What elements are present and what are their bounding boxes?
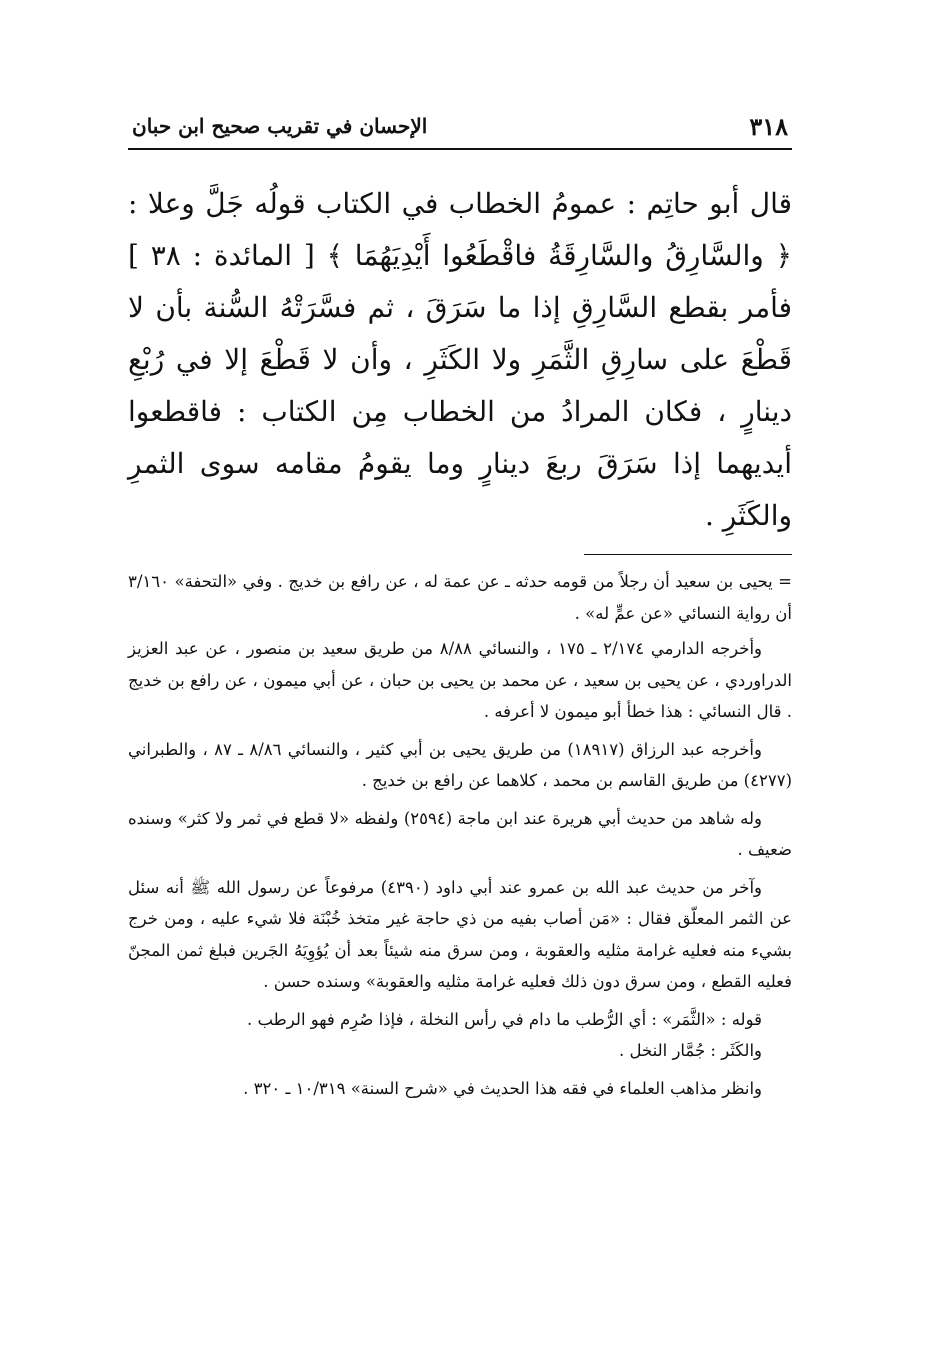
- footnote-paragraph: قوله : «الثَّمَر» : أي الرُّطب ما دام في رأس النخلة ، فإذا صُرِم فهو الرطب .: [246, 1009, 762, 1029]
- footnote-paragraph: والكَثَر : جُمَّار النخل .: [618, 1041, 762, 1060]
- footnote-paragraph: وأخرجه الدارمي ٢/١٧٤ ـ ١٧٥ ، والنسائي ٨/٨٨ من طريق سعيد بن منصور ، عن عبد العزيز الدراوردي ، عن يحيى بن سعيد ، عن محمد بن يحيى بن حبان ، عن أبي ميمون ، عن رافع بن خديج . قال النسائي : هذا خطأ أبو ميمون لا أعرفه .: [128, 639, 792, 721]
- page-number: ٣١٨: [749, 112, 788, 141]
- footnotes-block: [128, 566, 792, 1110]
- page-header: [128, 112, 792, 150]
- footnote-paragraph: وآخر من حديث عبد الله بن عمرو عند أبي داود (٤٣٩٠) مرفوعاً عن رسول الله ﷺ أنه سئل عن الثمر المعلّق فقال : «مَن أصاب بفيه من ذي حاجة غير متخذ خُبْنَة فلا شيء عليه ، ومن خرج بشيء منه فعليه غرامة مثليه والعقوبة ، ومن سرق منه شيئاً بعد أن يُؤوِيَهُ الجَرين فبلغ ثمن المجنّ فعليه القطع ، ومن سرق دون ذلك فعليه غرامة مثليه والعقوبة» وسنده حسن .: [128, 877, 792, 991]
- main-paragraph: قال أبو حاتِم : عمومُ الخطاب في الكتاب قولُه جَلَّ وعلا : ﴿ والسَّارِقُ والسَّارِقَةُ فاقْطَعُوا أَيْدِيَهُمَا ﴾ [ المائدة : ٣٨ ] فأمر بقطع السَّارِقِ إذا ما سَرَقَ ، ثم فسَّرَتْهُ السُّنة بأن لا قَطْعَ على سارِقِ الثَّمَرِ ولا الكَثَرِ ، وأن لا قَطْعَ إلا في رُبْعِ دينارٍ ، فكان المرادُ من الخطاب مِن الكتاب : فاقطعوا أيديهما إذا سَرَقَ ربعَ دينارٍ وما يقومُ مقامه سوى الثمرِ والكَثَرِ .: [128, 187, 792, 532]
- footnote-separator: [584, 554, 792, 555]
- footnote-paragraph: وانظر مذاهب العلماء في فقه هذا الحديث في «شرح السنة» ١٠/٣١٩ ـ ٣٢٠ .: [243, 1078, 762, 1098]
- main-text-block: [128, 178, 792, 542]
- footnote-paragraph: وأخرجه عبد الرزاق (١٨٩١٧) من طريق يحيى بن أبي كثير ، والنسائي ٨/٨٦ ـ ٨٧ ، والطبراني (٤٢٧٧) من طريق القاسم بن محمد ، كلاهما عن رافع بن خديج .: [128, 739, 792, 790]
- running-title: الإحسان في تقريب صحيح ابن حبان: [132, 114, 428, 138]
- footnote-paragraph: وله شاهد من حديث أبي هريرة عند ابن ماجة (٢٥٩٤) ولفظه «لا قطع في ثمر ولا كثر» وسنده ضعيف .: [128, 808, 792, 859]
- footnote-continuation: = يحيى بن سعيد أن رجلاً من قومه حدثه ـ عن عمة له ، عن رافع بن خديج . وفي «التحفة» ٣/١٦٠ أن رواية النسائي «عن عمٍّ له» .: [128, 572, 792, 623]
